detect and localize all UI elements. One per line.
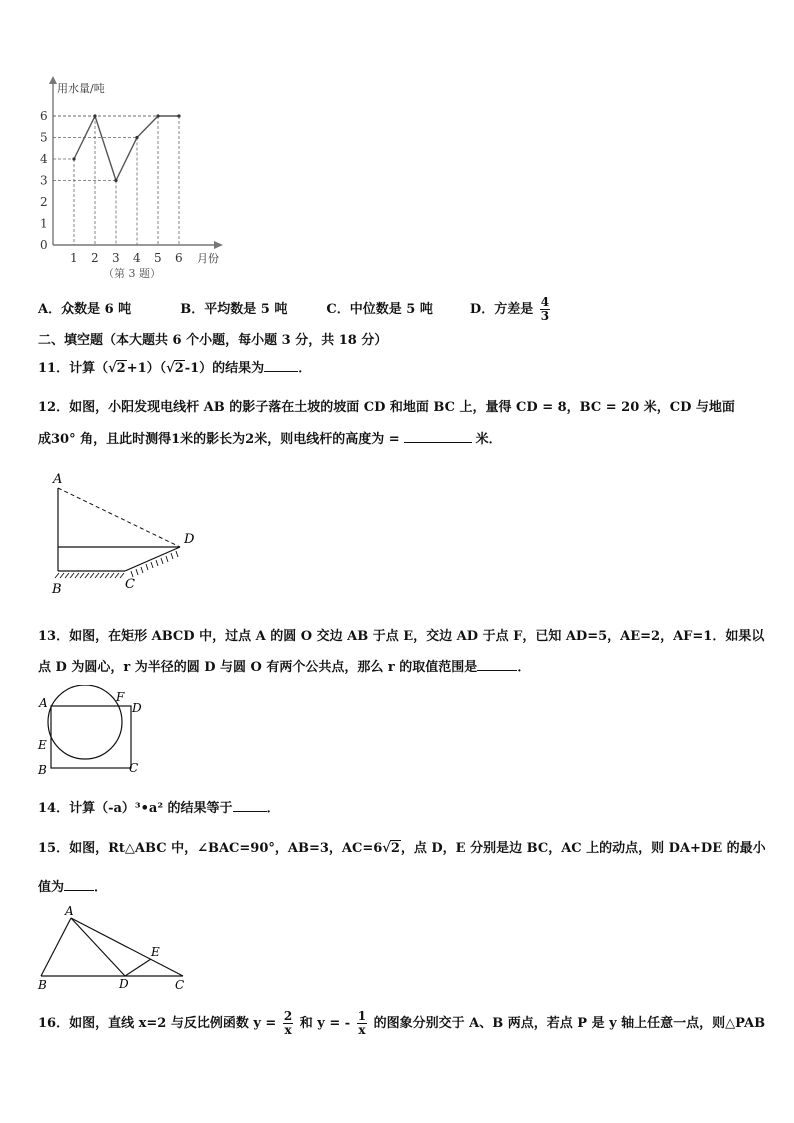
series-line bbox=[74, 116, 179, 181]
question-13-line1: 13．如图，在矩形 ABCD 中，过点 A 的圆 O 交边 AB 于点 E，交边 AD 于点 F，已知 AD=5，AE=2，AF=1．如果以 bbox=[38, 629, 765, 644]
label-C: C bbox=[175, 978, 185, 992]
question-15-line2: 值为 ． bbox=[38, 880, 108, 895]
label-F: F bbox=[116, 690, 125, 704]
q3-option-c: C．中位数是 5 吨 bbox=[326, 302, 433, 317]
label-E: E bbox=[151, 945, 160, 959]
answer-blank bbox=[64, 890, 94, 891]
label-B: B bbox=[52, 582, 62, 597]
q3-option-b: B．平均数是 5 吨 bbox=[180, 302, 288, 317]
q3-option-d: D．方差是 bbox=[469, 302, 534, 317]
q12-figure bbox=[45, 470, 205, 598]
answer-blank bbox=[477, 670, 517, 671]
question-14: 14．计算（-a）³•a² 的结果等于 ． bbox=[38, 801, 280, 816]
label-B: B bbox=[38, 978, 47, 992]
data-point bbox=[114, 179, 117, 182]
label-D: D bbox=[184, 532, 195, 547]
x-tick-label: 2 bbox=[91, 251, 99, 265]
fraction-2-over-x: $\frac{2}{x}$ bbox=[283, 1009, 293, 1037]
answer-blank bbox=[264, 371, 298, 372]
data-point bbox=[177, 114, 180, 117]
q13-figure bbox=[35, 685, 155, 777]
label-A: A bbox=[39, 696, 48, 710]
data-point bbox=[72, 157, 75, 160]
y-tick-label: 5 bbox=[40, 130, 48, 145]
label-D: D bbox=[132, 701, 142, 715]
question-13-line2: 点 D 为圆心，r 为半径的圆 D 与圆 O 有两个公共点，那么 r 的取值范围是 ． bbox=[38, 660, 531, 675]
data-point bbox=[135, 136, 138, 139]
q3-variance-fraction: $\frac{4}{3}$ bbox=[540, 295, 550, 323]
x-tick-label: 6 bbox=[175, 251, 183, 265]
label-D: D bbox=[119, 977, 129, 991]
section-2-heading: 二、填空题（本大题共 6 个小题，每小题 3 分，共 18 分） bbox=[38, 333, 388, 348]
question-15-line1: 15．如图，Rt△ABC 中，∠BAC=90°，AB=3，AC=6√2，点 D，E 分别是边 BC，AC 上的动点，则 DA+DE 的最小 bbox=[38, 841, 766, 856]
question-16: 16．如图，直线 x=2 与反比例函数 y = $\frac{2}{x}$ 和 y = - $\frac{1}{x}$ 的图象分别交于 A、B 两点，若点 P 是 y 轴上任意一点，则△PAB bbox=[38, 1009, 766, 1037]
label-B: B bbox=[38, 763, 47, 777]
y-tick-label: 6 bbox=[40, 109, 48, 123]
question-11: 11．计算（√2+1）（√2-1）的结果为 ． bbox=[38, 361, 312, 376]
answer-blank bbox=[404, 442, 472, 443]
label-E: E bbox=[38, 738, 47, 752]
y-axis-arrow bbox=[49, 76, 57, 84]
q3-option-a: A．众数是 6 吨 bbox=[38, 302, 132, 317]
y-axis-label: 用水量/吨 bbox=[57, 82, 105, 95]
label-C: C bbox=[125, 577, 135, 592]
x-tick-label: 3 bbox=[112, 251, 120, 265]
y-tick-label: 2 bbox=[40, 195, 48, 209]
label-C: C bbox=[129, 761, 139, 775]
water-usage-chart bbox=[30, 74, 240, 284]
x-axis-arrow bbox=[214, 241, 223, 249]
question-12-line1: 12．如图，小阳发现电线杆 AB 的影子落在土坡的坡面 CD 和地面 BC 上，量得 CD = 8，BC = 20 米，CD 与地面 bbox=[38, 400, 735, 415]
data-point bbox=[93, 114, 96, 117]
chart-caption: （第 3 题） bbox=[103, 267, 161, 280]
answer-blank bbox=[233, 811, 267, 812]
data-point bbox=[156, 114, 159, 117]
x-tick-label: 5 bbox=[154, 251, 162, 265]
q3-options bbox=[38, 296, 552, 323]
y-tick-label: 3 bbox=[40, 173, 48, 188]
x-tick-label: 1 bbox=[70, 251, 78, 265]
fraction-1-over-x: $\frac{1}{x}$ bbox=[357, 1009, 367, 1037]
x-axis-label: 月份 bbox=[197, 252, 219, 265]
y-tick-label: 1 bbox=[40, 216, 48, 231]
question-12-line2: 成30° 角，且此时测得1米的影长为2米，则电线杆的高度为 = 米． bbox=[38, 432, 502, 447]
label-A: A bbox=[53, 472, 63, 487]
q15-figure bbox=[32, 900, 197, 992]
y-tick-label: 4 bbox=[40, 152, 48, 166]
y-tick-label: 0 bbox=[40, 238, 48, 252]
label-A: A bbox=[65, 904, 74, 918]
x-tick-label: 4 bbox=[133, 251, 141, 265]
